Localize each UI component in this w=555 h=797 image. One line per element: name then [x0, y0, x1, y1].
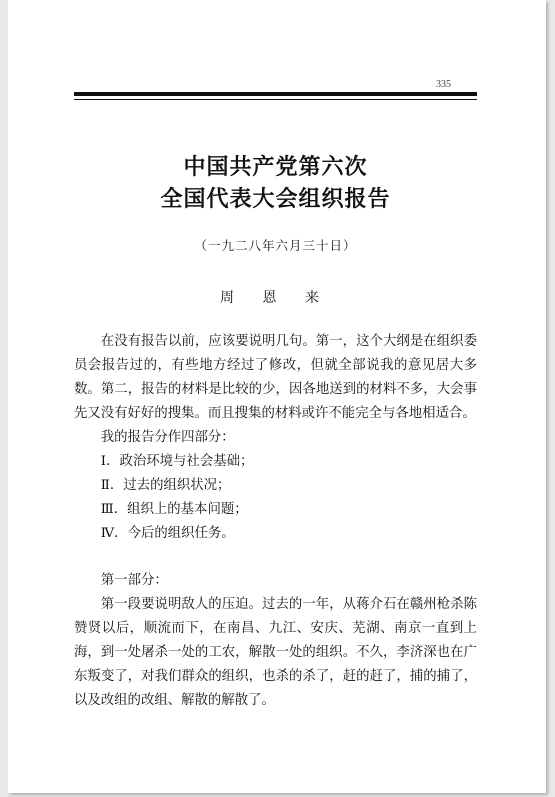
document-title [74, 152, 477, 216]
document-body [74, 330, 477, 713]
page-number: 335 [436, 79, 451, 90]
outline-item: Ⅳ．今后的组织任务。 [100, 526, 235, 541]
header-rule-thick [74, 92, 477, 96]
document-page [8, 0, 546, 793]
document-date: （一九二八年六月三十日） [194, 238, 357, 253]
outline-item: Ⅰ．政治环境与社会基础； [100, 454, 254, 469]
outline-item: Ⅲ．组织上的基本问题； [100, 502, 248, 517]
document-author: 周 恩 来 [220, 290, 331, 306]
outline-item: Ⅱ．过去的组织状况； [100, 478, 231, 493]
part-one-paragraph: 第一段要说明敌人的压迫。过去的一年，从蒋介石在赣州枪杀陈赞贤以后，顺流而下，在南昌、九江、安庆、芜湖、南京一直到上海，到一处屠杀一处的工农，解散一处的组织。不久，李济深也在广东叛变了，对我们群众的组织，也杀的杀了，赶的赶了，捕的捕了，以及改组的改组、解散的解散了。 [74, 597, 477, 708]
outline-intro: 我的报告分作四部分： [100, 430, 235, 445]
part-one-heading: 第一部分： [100, 573, 168, 588]
section-spacer [74, 546, 477, 569]
intro-paragraph: 在没有报告以前，应该要说明几句。第一，这个大纲是在组织委员会报告过的，有些地方经过了修改，但就全部说我的意见居大多数。第二，报告的材料是比较的少，因各地送到的材料不多，大会事先又没有好好的搜集。而且搜集的材料或许不能完全与各地相适合。 [74, 334, 477, 421]
title-line-2: 全国代表大会组织报告 [160, 187, 391, 212]
title-line-1: 中国共产党第六次 [183, 155, 368, 180]
header-rule-thin [74, 99, 477, 100]
